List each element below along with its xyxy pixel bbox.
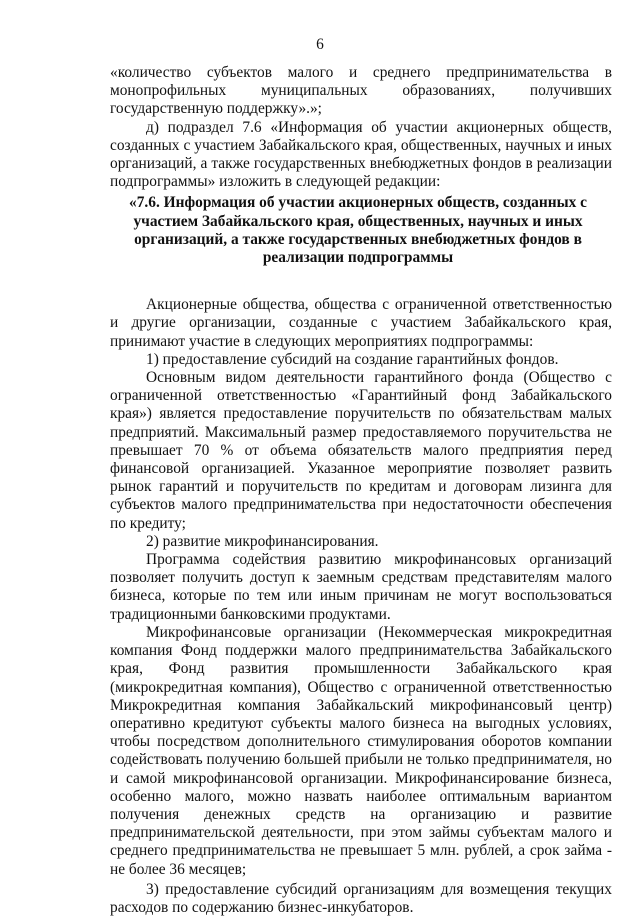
page-number: 6 — [316, 36, 324, 53]
paragraph-intro: Акционерные общества, общества с ограниченной ответственностью и другие организации, созданные с участием Забайкальского края, принимают участие в следующих мероприятиях подпрограммы: — [110, 296, 612, 350]
paragraph-microfinance-program: Программа содействия развитию микрофинансовых организаций позволяет получить доступ к заемным средствам представителям малого бизнеса, которые по тем или иным причинам не могут воспользоваться традиционными банковскими продуктами. — [110, 551, 612, 623]
list-item-2: 2) развитие микрофинансирования. — [146, 532, 379, 550]
list-item-1: 1) предоставление субсидий на создание гарантийных фондов. — [146, 350, 559, 368]
section-heading: «7.6. Информация об участии акционерных обществ, созданных с участием Забайкальского края, общественных, научных и иных организаций, а также государственных внебюджетных фондов в реализации подпрограммы — [129, 194, 587, 267]
document-body — [110, 64, 612, 917]
paragraph-quote-end: «количество субъектов малого и среднего предпринимательства в монопрофильных муниципальных образованиях, получивших государственную поддержку».»; — [110, 64, 612, 118]
paragraph-guarantee-fund: Основным видом деятельности гарантийного фонда (Общество с ограниченной ответственностью «Гарантийный фонд Забайкальского края») является предоставление поручительств по обязательствам малых предприятий. Максимальный размер предоставляемого поручительства не превышает 70 % от объема обязательств малого предприятия перед финансовой организацией. Указанное мероприятие позволяет развить рынок гарантий и поручительств по кредитам и договорам лизинга для субъектов малого предпринимательства при недостаточности обеспечения по кредиту; — [110, 369, 612, 532]
paragraph-amendment: д) подраздел 7.6 «Информация об участии акционерных обществ, созданных с участием Забайкальского края, общественных, научных и иных организаций, а также государственных внебюджетных фондов в реализации подпрограммы» изложить в следующей редакции: — [110, 118, 612, 191]
list-item-3: 3) предоставление субсидий организациям для возмещения текущих расходов по содержанию бизнес-инкубаторов. — [110, 880, 612, 916]
paragraph-microfinance-orgs: Микрофинансовые организации (Некоммерческая микрокредитная компания Фонд поддержки малого предпринимательства Забайкальского края, Фонд развития промышленности Забайкальского края (микрокредитная компания), Общество с ограниченной ответственностью Микрокредитная компания Забайкальский микрофинансовый центр) оперативно кредитуют субъекты малого бизнеса на выгодных условиях, чтобы посредством дополнительного стимулирования оборотов компании содействовать получению большей прибыли не только предпринимателя, но и самой микрофинансовой организации. Микрофинансирование бизнеса, особенно малого, можно назвать наиболее оптимальным вариантом получения денежных средств на организацию и развитие предпринимательской деятельности, при этом займы субъектам малого и среднего предпринимательства не превышает 5 млн. рублей, а срок займа - не более 36 месяцев; — [110, 623, 612, 878]
spacer — [110, 267, 612, 296]
